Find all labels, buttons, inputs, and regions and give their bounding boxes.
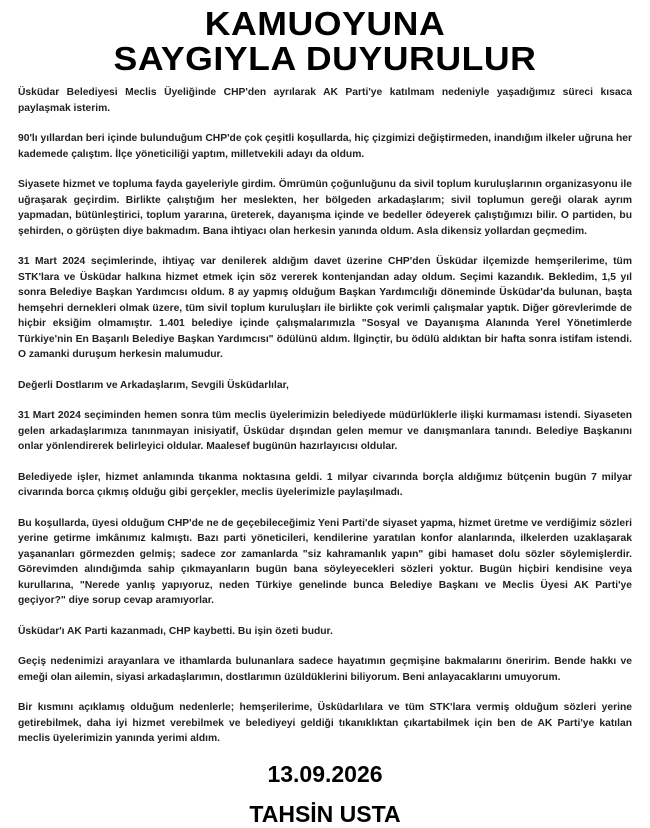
announcement-body	[18, 85, 632, 747]
paragraph-election-2024: 31 Mart 2024 seçimlerinde, ihtiyaç var denilerek aldığım davet üzerine CHP'den Üsküdar ilçemizde hemşerilerime, tüm STK'lara ve Üsküdar halkına hizmet etmek için söz vererek kontenjandan aday oldum. Seçimi kazandık. Bekledim, 1,5 yıl sonra Belediye Başkan Yardımcısı oldum. 8 ay yapmış olduğum Başkan Yardımcılığı döneminde Üsküdar'da bulunan, başta hemşehri dernekleri olmak üzere, tüm sivil toplum kuruluşları ile birlikte çok verimli çalışmalar yaptık. Diğer görevlerimde de hiçbir eksiğim olmamıştır. 1.401 belediye içinde çalışmalarımızla "Sosyal ve Dayanışma Alanında Yerel Yönetimlerde Türkiye'nin En Başarılı Belediye Başkan Yardımcısı" ödülünü aldım. İlginçtir, bu ödülü aldıktan bir hafta sonra istifam istendi. O zamanki duruşum herkesin malumudur.	[18, 256, 632, 360]
paragraph-summary: Üsküdar'ı AK Parti kazanmadı, CHP kaybetti. Bu işin özeti budur.	[18, 625, 333, 637]
paragraph-council: 31 Mart 2024 seçiminden hemen sonra tüm meclis üyelerimizin belediyede müdürlüklerle ilişki kurmaması istendi. Siyaseten gelen arkadaşlarımıza tanınmayan inisiyatif, Üsküdar dışından gelen memur ve danışmanlara tanındı. Belediye Başkanını onlar yönlendirerek belirleyici oldular. Maalesef bugünün hazırlayıcısı oldular.	[18, 410, 632, 452]
paragraph-debt: Belediyede işler, hizmet anlamında tıkanma noktasına geldi. 1 milyar civarında borçla aldığımız bütçenin bugün 7 milyar civarında borca çıkmış olduğu gibi gerçekler, meclis üyelerimizle paylaşılmadı.	[18, 471, 632, 498]
paragraph-conclusion: Bir kısmını açıklamış olduğum nedenlerle; hemşerilerime, Üsküdarlılara ve tüm STK'lara vermiş olduğum sözleri yerine getirebilmek, daha iyi hizmet verebilmek ve belediyeyi geldiği tıkanıklıktan çıkartabilmek için ben de AK Parti'ye katılan meclis üyelerimizin yanında yerimi aldım.	[18, 702, 632, 744]
paragraph-civil-society: Siyasete hizmet ve topluma fayda gayeleriyle girdim. Ömrümün çoğunluğunu da sivil toplum kuruluşlarının organizasyonu ile uğraşarak geçirdim. Birlikte çalıştığım her meslekten, her bölgeden arkadaşlarım; sivil toplumun gereği olarak ayrım yapmadan, bütünleştirici, toplum yararına, üreterek, dayanışma içinde ve bedeller ödeyerek çalıştığımızı bilir. O partiden, bu şehirden, o görüşten diye bakmadım. Bana ihtiyacı olan herkesin yanında oldum. Asla dikensiz yollardan geçmedim.	[18, 179, 632, 237]
paragraph-conditions: Bu koşullarda, üyesi olduğum CHP'de ne de geçebileceğimiz Yeni Parti'de siyaset yapma, hizmet üretme ve verdiğimiz sözleri yerine getirme imkânımız kalmıştı. Bazı parti yöneticileri, kendilerine yaratılan konfor alanlarında, ilkelerden uzaklaşarak yaşananları görmezden gelmiş; sadece zor zamanlarda "siz kahramanlık yapın" gibi hamaset dolu sözler söylemişlerdir. Görevimden alındığımda sahip çıkmayanların bugün bana söyleyecekleri sözleri yoktur. Bugün hiçbiri kendisine veya kurullarına, "Nerede yanlış yapıyoruz, neden Türkiye genelinde bunca Belediye Başkanı ve Meclis Üyesi AK Parti'ye geçiyor?" diye sorup cevap aramıyorlar.	[18, 517, 632, 606]
title-line-2: SAYGIYLA DUYURULUR	[113, 40, 537, 77]
paragraph-salutation: Değerli Dostlarım ve Arkadaşlarım, Sevgili Üsküdarlılar,	[18, 379, 289, 391]
paragraph-reasons: Geçiş nedenimizi arayanlara ve ithamlarda bulunanlara sadece hayatımın geçmişine bakmalarını öneririm. Bende hakkı ve emeği olan ailemin, siyasi arkadaşlarımın, dostlarımın üzüldüklerini biliyorum. Beni anlayacaklarını umuyorum.	[18, 656, 632, 683]
paragraph-chp-history: 90'lı yıllardan beri içinde bulunduğum CHP'de çok çeşitli koşullarda, hiç çizgimizi değiştirmeden, inandığım ilkeler uğruna her kademede çalıştım. İlçe yöneticiliği yaptım, milletvekili adayı da oldum.	[18, 133, 632, 160]
signature-name: TAHSİN USTA	[249, 800, 401, 827]
announcement-date: 13.09.2026	[267, 760, 383, 787]
paragraph-intro: Üsküdar Belediyesi Meclis Üyeliğinde CHP'den ayrılarak AK Parti'ye katılmam nedeniyle yaşadığımız süreci kısaca paylaşmak isterim.	[18, 87, 632, 114]
title-line-1: KAMUOYUNA	[204, 5, 446, 42]
